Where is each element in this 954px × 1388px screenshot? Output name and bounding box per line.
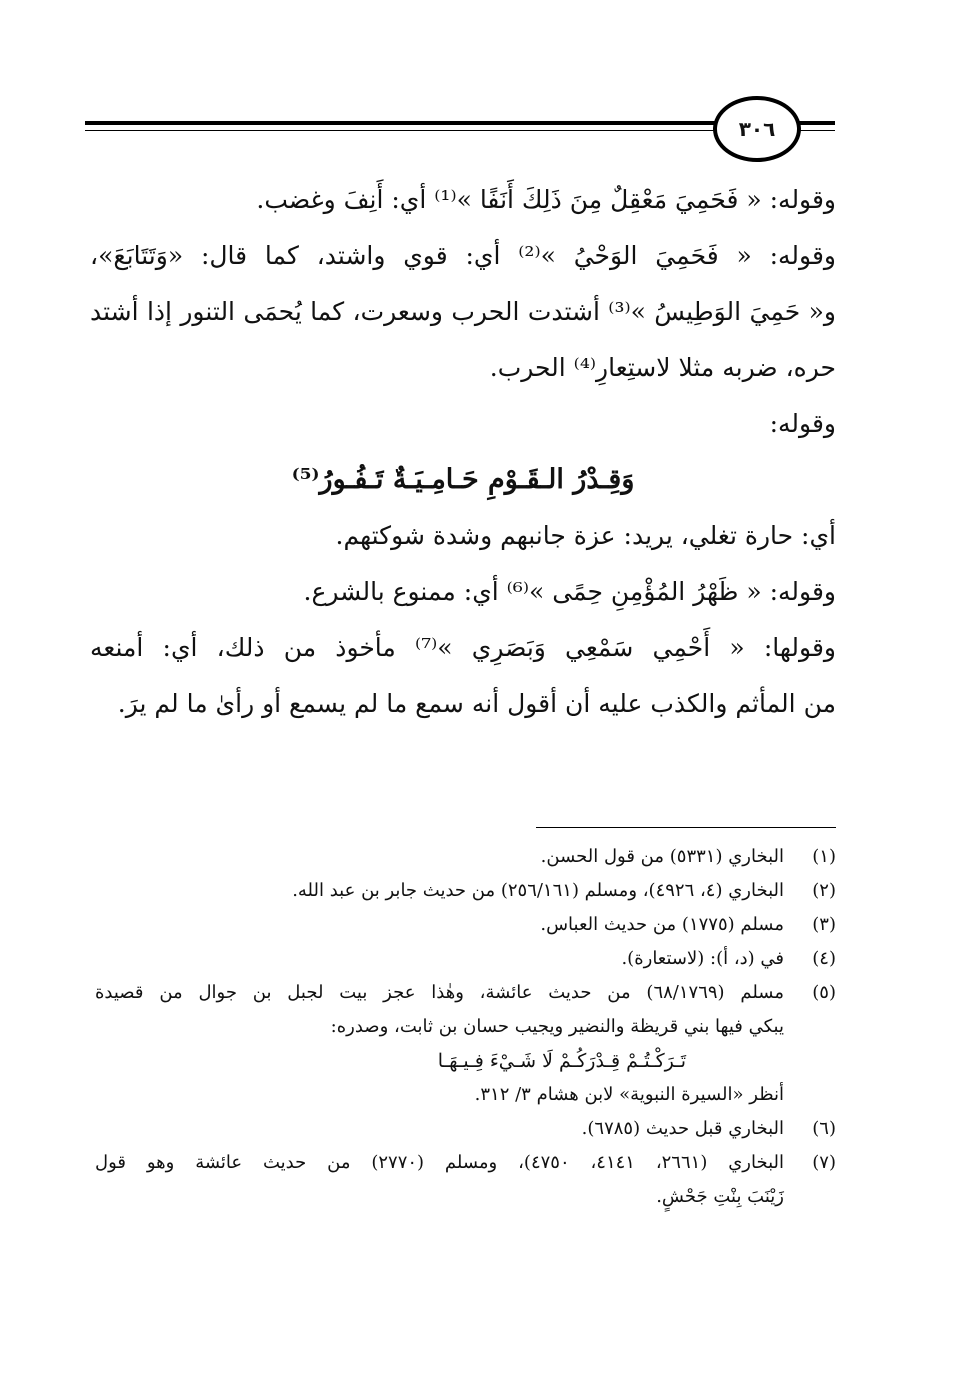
footnote-text: البخاري (٥٣٣١) من قول الحسن. [540, 846, 784, 867]
footnote-continuation: يبكي فيها بني قريظة والنضير ويجيب حسان بن ثابت، وصدره: [330, 1016, 784, 1037]
header-rule-end [799, 121, 835, 125]
footnote-1 [95, 840, 836, 874]
footnote-continuation: أنظر «السيرة النبوية» لابن هشام ٣/ ٣١٢. [474, 1084, 784, 1105]
footnote-number: (٢) [812, 880, 836, 901]
page-number: ٣٠٦ [713, 96, 801, 162]
footnote-number: (٣) [812, 914, 836, 935]
main-text [90, 172, 836, 732]
header-rule-end-thin [799, 130, 835, 131]
footnote-text: في (د، أ): (لاستعارة). [621, 948, 784, 969]
text-line: من المأثم والكذب عليه أن أقول أنه سمع ما لم يسمع أو رأىٰ ما لم يرَ. [117, 689, 836, 718]
footnote-6 [95, 1112, 836, 1146]
footnote-7 [95, 1146, 836, 1180]
footnote-number: (٥) [812, 982, 836, 1003]
text-line: وقوله: [769, 409, 836, 438]
header-rule-thick [85, 121, 717, 125]
text-line: أي: حارة تغلي، يريد: عزة جانبهم وشدة شوكتهم. [335, 521, 836, 550]
footnote-number: (١) [812, 846, 836, 867]
footnote-verse: تَـرَكْـتُـمْ قِـدْرَكُـمْ لَا شَـيْءَ فِـيـهَـا [437, 1050, 686, 1072]
text-line: وقوله: « فَحَمِيَ الوَحْيُ »⁽²⁾ أي: قوي واشتد، كما قال: «وَتَتَابَعَ»، [90, 241, 836, 270]
header-rule-thin [85, 130, 717, 131]
footnote-text: مسلم (٦٨/١٧٦٩) من حديث عائشة، وهٰذا عجز بيت لجبل بن جوال من قصيدة [95, 982, 785, 1003]
footnote-4 [95, 942, 836, 976]
footnote-3 [95, 908, 836, 942]
text-line: وقولها: « أَحْمِي سَمْعِي وَبَصَرِي »⁽⁷⁾ مأخوذ من ذلك، أي: أمنعه [90, 633, 836, 662]
footnote-text: مسلم (١٧٧٥) من حديث العباس. [540, 914, 784, 935]
footnote-text: البخاري قبل حديث (٦٧٨٥). [581, 1118, 784, 1139]
text-line: حره، ضربه مثلا لاستِعارِ⁽⁴⁾ الحرب. [489, 353, 836, 382]
page-header [85, 96, 835, 160]
footnote-text: البخاري (٤، ٤٩٢٦)، ومسلم (٢٥٦/١٦١) من حديث جابر بن عبد الله. [292, 880, 784, 901]
poetry-verse: وَقِـدْرُ الـقَـوْمِ حَـامِـيَـةٌ تَـفُـورُ⁽⁵⁾ [291, 464, 635, 495]
footnote-number: (٤) [812, 948, 836, 969]
footnote-number: (٦) [812, 1118, 836, 1139]
footnote-2 [95, 874, 836, 908]
footnote-continuation: زَيْنَبَ بِنْتِ جَحْشٍ. [656, 1186, 784, 1207]
footnote-number: (٧) [812, 1152, 836, 1173]
footnote-separator [536, 827, 836, 828]
text-line: وقوله: « فَحَمِيَ مَعْقِلٌ مِنَ ذَلِكَ أَنَفًا »⁽¹⁾ أي: أَنِفَ وغضب. [256, 185, 836, 214]
footnote-text: البخاري (٢٦٦١، ٤١٤١، ٤٧٥٠)، ومسلم (٢٧٧٠) من حديث عائشة وهو قول [95, 1152, 784, 1173]
text-line: و« حَمِيَ الوَطِيسُ »⁽³⁾ أشتدت الحرب وسعرت، كما يُحمَى التنور إذا أشتد [90, 297, 836, 326]
footnotes [95, 840, 836, 1214]
text-line: وقوله: « ظَهْرُ المُؤْمِنِ حِمًى »⁽⁶⁾ أي: ممنوع بالشرع. [303, 577, 836, 606]
footnote-5 [95, 976, 836, 1010]
